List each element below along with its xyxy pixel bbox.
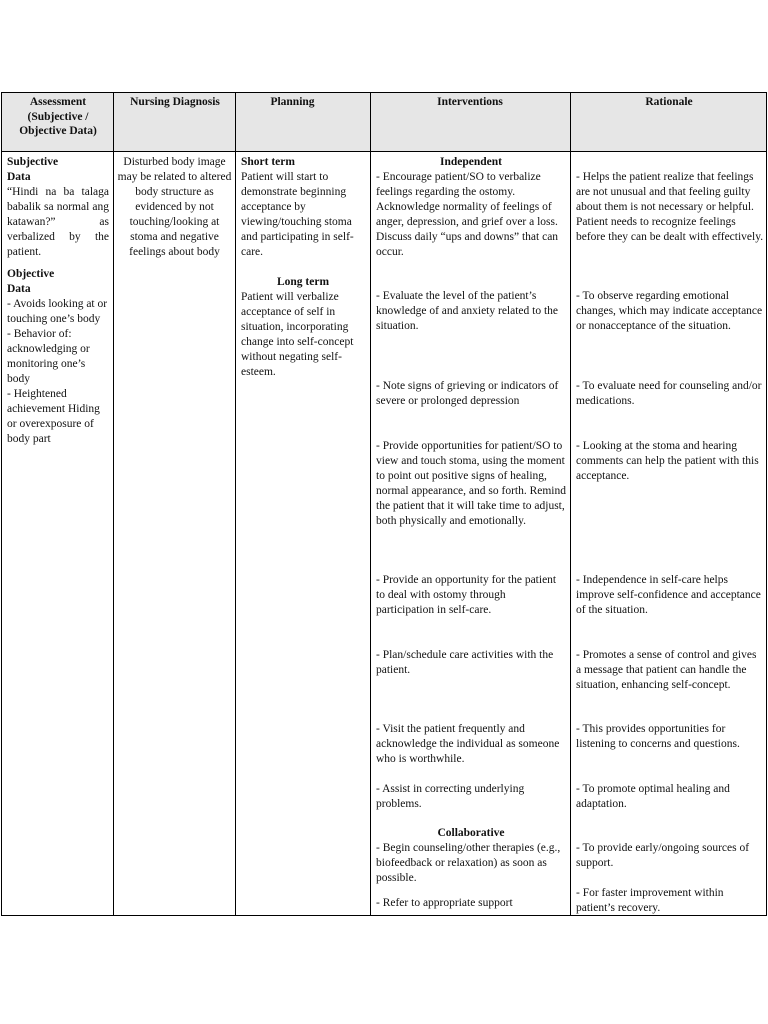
diagnosis-cell [116, 155, 233, 260]
header-interventions: Interventions [437, 96, 503, 108]
long-term-heading: Long term [276, 276, 330, 288]
intervention-item: - Assist in correcting underlying problems. [376, 783, 525, 810]
intervention-item: - Provide opportunities for patient/SO to view and touch stoma, using the moment to point out positive signs of healing, normal appearance, and so forth. Remind the patient that it will take time to adjust, both physically and emotionally. [376, 440, 567, 527]
rationale-item: - Independence in self-care helps improve self-confidence and acceptance of the situation. [576, 574, 761, 616]
rationale-item: - Promotes a sense of control and gives a message that patient can handle the situation, enhancing self-concept. [576, 649, 757, 691]
planning-cell [241, 155, 365, 380]
subjective-heading: Subjective Data [7, 156, 59, 183]
header-planning: Planning [270, 96, 315, 108]
rationale-cell [576, 155, 764, 915]
rationale-item: - Helps the patient realize that feelings are not unusual and that feeling guilty about them is not necessary or helpful. Patient needs to recognize feelings before they can be dealt with effectively. [576, 171, 764, 243]
independent-heading: Independent [440, 156, 502, 168]
intervention-item: - Encourage patient/SO to verbalize feelings regarding the ostomy. Acknowledge normality of feelings of anger, depression, and grief over a loss. Discuss daily “ups and downs” that can occur. [376, 171, 559, 258]
objective-item: - Behavior of: acknowledging or monitoring one’s body [7, 328, 90, 385]
care-plan-table [1, 92, 767, 916]
intervention-item: - Note signs of grieving or indicators of severe or prolonged depression [376, 380, 559, 407]
long-term-text: Patient will verbalize acceptance of self in situation, incorporating change into self-concept without negating self-esteem. [241, 291, 354, 378]
rationale-item: - For faster improvement within patient’s recovery. [576, 887, 724, 914]
header-nursing-diagnosis: Nursing Diagnosis [130, 96, 220, 108]
short-term-heading: Short term [241, 156, 295, 168]
rationale-item: - To promote optimal healing and adaptation. [576, 783, 730, 810]
rationale-item: - To provide early/ongoing sources of support. [576, 842, 750, 869]
collaborative-heading: Collaborative [437, 827, 505, 839]
assessment-cell [7, 155, 109, 447]
objective-heading: Objective Data [7, 268, 55, 295]
diagnosis-text: Disturbed body image may be related to altered body structure as evidenced by not touching/looking at stoma and negative feelings about body [117, 156, 232, 258]
objective-item: - Avoids looking at or touching one’s body [7, 298, 108, 325]
intervention-item: - Plan/schedule care activities with the patient. [376, 649, 554, 676]
intervention-item: - Provide an opportunity for the patient to deal with ostomy through participation in self-care. [376, 574, 557, 616]
subjective-text: “Hindi na ba talaga babalik sa normal ang katawan?” as verbalized by the patient. [7, 186, 109, 258]
intervention-item: - Evaluate the level of the patient’s knowledge of and anxiety related to the situation. [376, 290, 559, 332]
rationale-item: - This provides opportunities for listening to concerns and questions. [576, 723, 740, 750]
collaborative-item: - Begin counseling/other therapies (e.g., biofeedback or relaxation) as soon as possible. [376, 842, 561, 884]
collaborative-item: - Refer to appropriate support [376, 897, 513, 909]
rationale-item: - Looking at the stoma and hearing comments can help the patient with this acceptance. [576, 440, 759, 482]
intervention-item: - Visit the patient frequently and acknowledge the individual as someone who is worthwhile. [376, 723, 560, 765]
short-term-text: Patient will start to demonstrate beginning acceptance by viewing/touching stoma and participating in self-care. [241, 171, 354, 258]
rationale-item: - To observe regarding emotional changes, which may indicate acceptance or nonacceptance of the situation. [576, 290, 763, 332]
objective-item: - Heightened achievement Hiding or overexposure of body part [7, 388, 100, 445]
interventions-cell [376, 155, 566, 915]
header-assessment: Assessment (Subjective / Objective Data) [19, 96, 97, 137]
header-rationale: Rationale [645, 96, 693, 108]
rationale-item: - To evaluate need for counseling and/or medications. [576, 380, 762, 407]
